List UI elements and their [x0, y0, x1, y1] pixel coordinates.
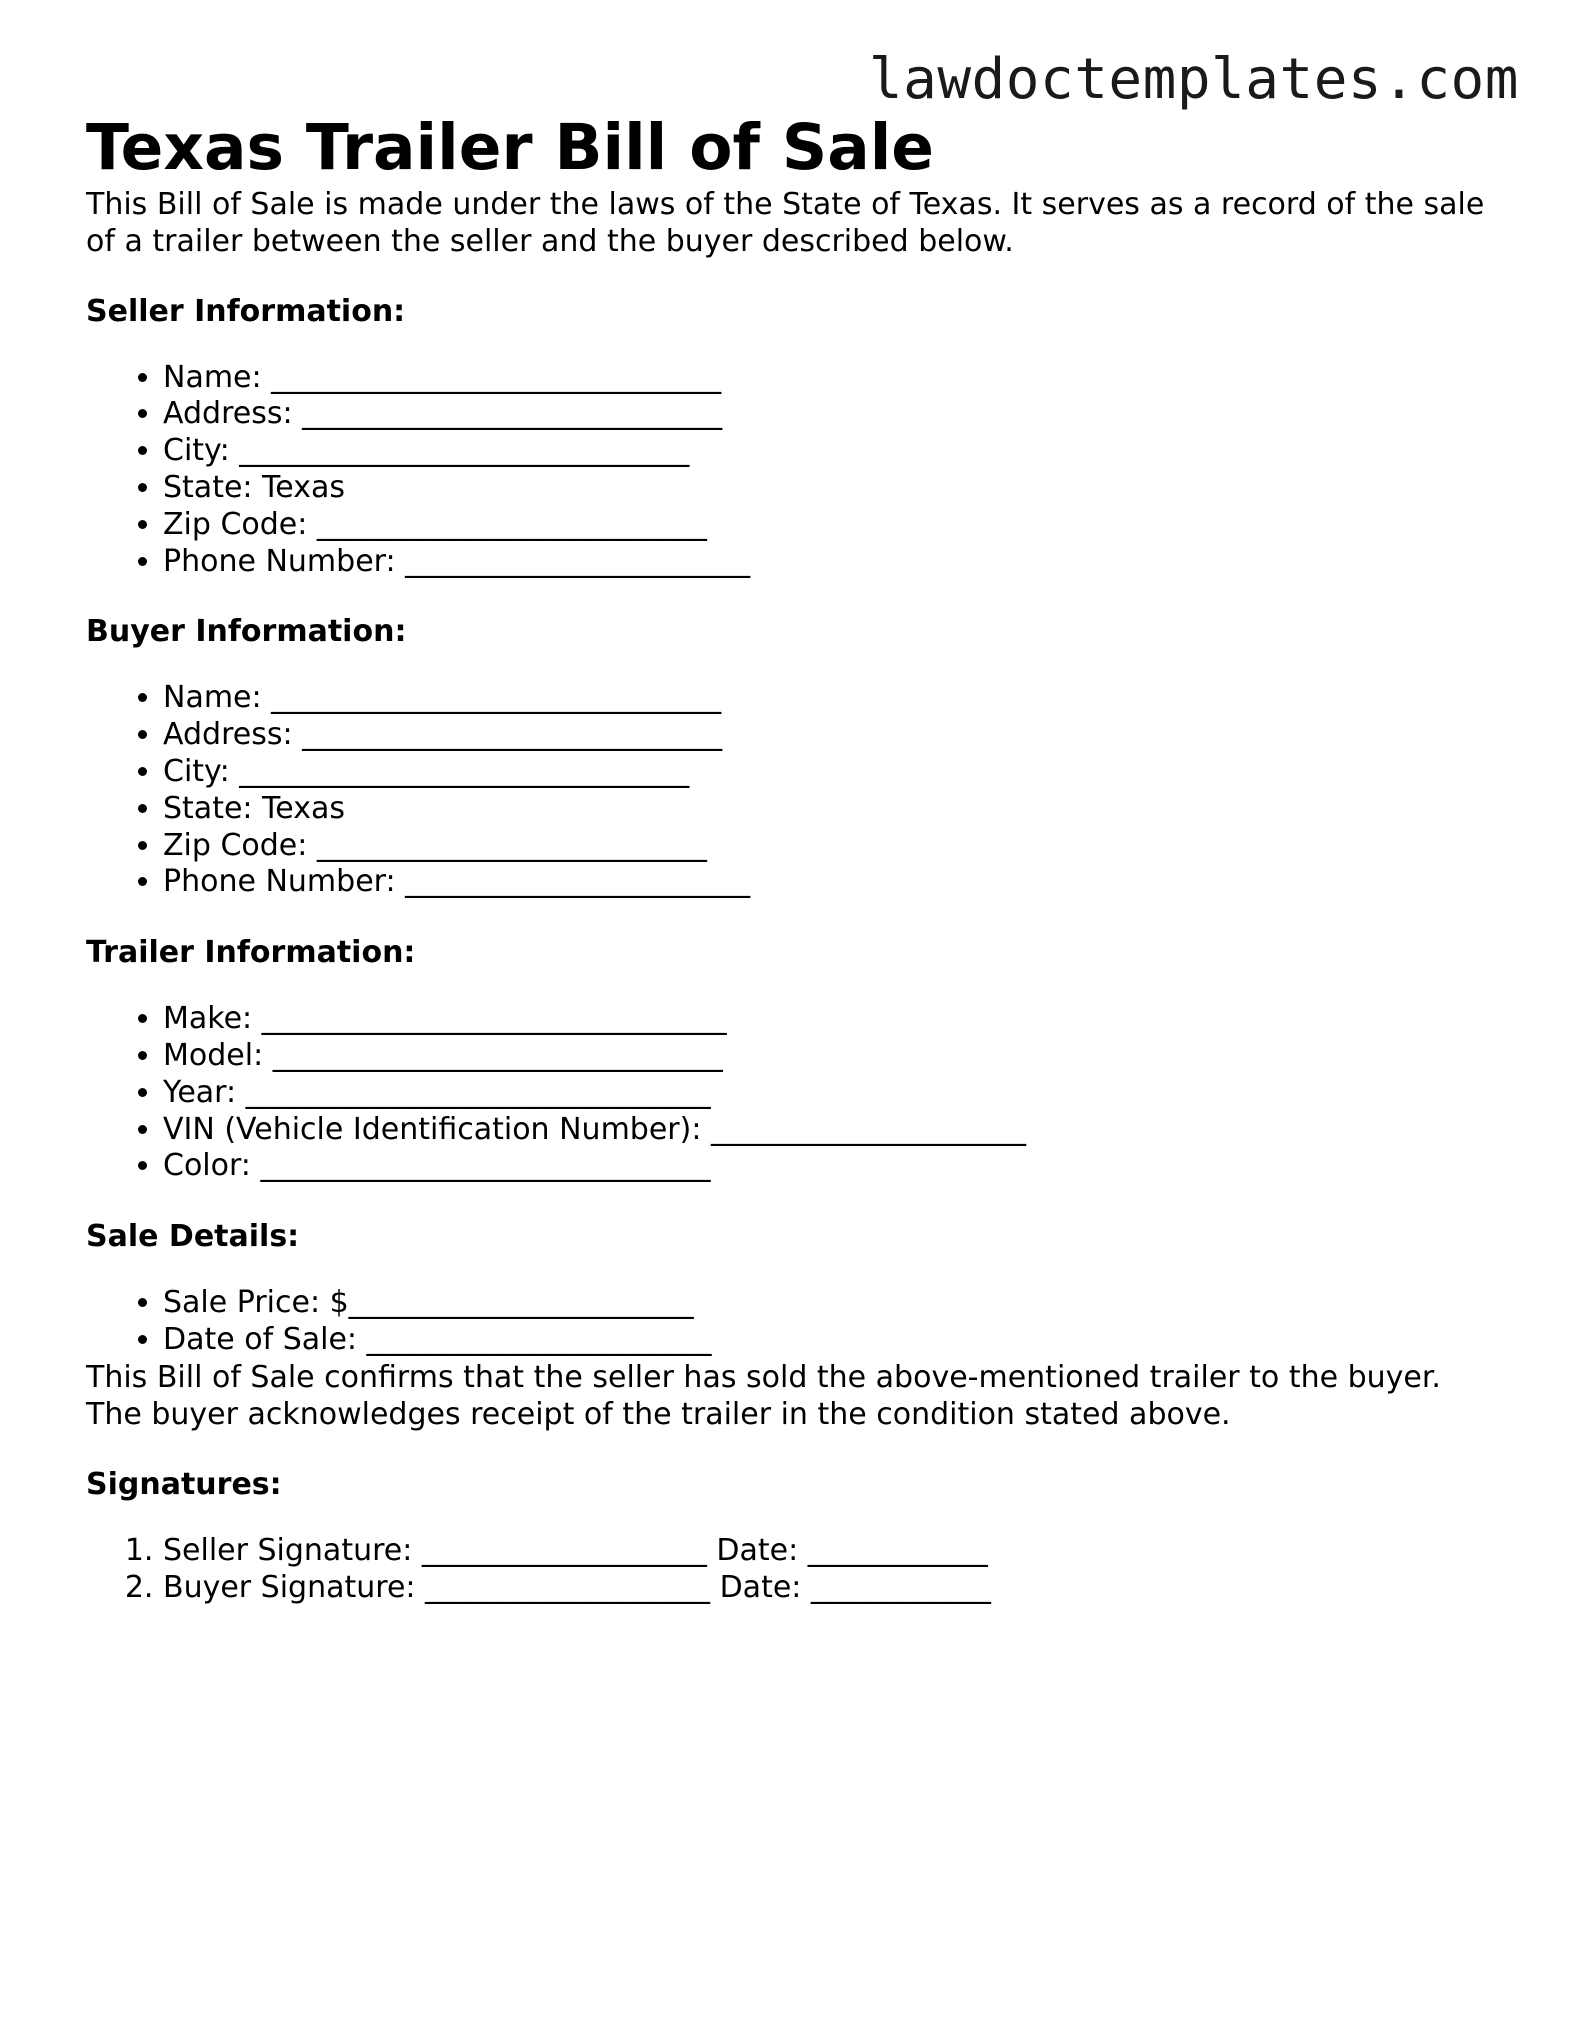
buyer-city-line: • City: ______________________________ — [163, 754, 1506, 791]
buyer-address-line: • Address: ____________________________ — [163, 717, 1506, 754]
watermark: lawdoctemplates.com — [868, 47, 1519, 112]
sale-price-line: • Sale Price: $_______________________ — [163, 1285, 1506, 1322]
signatures-list — [86, 1533, 1506, 1607]
buyer-phone-line: • Phone Number: _______________________ — [163, 864, 1506, 901]
seller-heading: Seller Information: — [86, 293, 406, 329]
seller-zip-line: • Zip Code: __________________________ — [163, 507, 1506, 544]
sale-heading: Sale Details: — [86, 1219, 300, 1255]
trailer-color-line: • Color: ______________________________ — [163, 1148, 1506, 1185]
seller-phone-line: • Phone Number: _______________________ — [163, 544, 1506, 581]
buyer-heading: Buyer Information: — [86, 614, 407, 650]
document-title: Texas Trailer Bill of Sale — [86, 111, 935, 184]
buyer-list — [86, 680, 1506, 901]
seller-name-line: • Name: ______________________________ — [163, 360, 1506, 397]
seller-state-line: • State: Texas — [163, 470, 1506, 507]
seller-address-line: • Address: ____________________________ — [163, 396, 1506, 433]
trailer-model-line: • Model: ______________________________ — [163, 1038, 1506, 1075]
document-page — [86, 110, 1506, 1606]
buyer-state-line: • State: Texas — [163, 791, 1506, 828]
intro-paragraph: This Bill of Sale is made under the laws of the State of Texas. It serves as a record of the sale of a trailer between the seller and the buyer described below. — [86, 186, 1485, 259]
trailer-year-line: • Year: _______________________________ — [163, 1075, 1506, 1112]
closing-paragraph: This Bill of Sale confirms that the seller has sold the above-mentioned trailer to the buyer. The buyer acknowledges receipt of the trailer in the condition stated above. — [86, 1359, 1441, 1432]
trailer-list — [86, 1001, 1506, 1185]
trailer-heading: Trailer Information: — [86, 935, 416, 971]
buyer-signature-line: 2. Buyer Signature: ___________________ Date: ____________ — [163, 1570, 1506, 1607]
trailer-make-line: • Make: _______________________________ — [163, 1001, 1506, 1038]
buyer-name-line: • Name: ______________________________ — [163, 680, 1506, 717]
sale-list — [86, 1285, 1506, 1359]
signatures-heading: Signatures: — [86, 1466, 282, 1502]
seller-list — [86, 360, 1506, 581]
seller-signature-line: 1. Seller Signature: ___________________ Date: ____________ — [163, 1533, 1506, 1570]
sale-date-line: • Date of Sale: _______________________ — [163, 1322, 1506, 1359]
buyer-zip-line: • Zip Code: __________________________ — [163, 828, 1506, 865]
seller-city-line: • City: ______________________________ — [163, 433, 1506, 470]
trailer-vin-line: • VIN (Vehicle Identification Number): _____________________ — [163, 1112, 1506, 1149]
